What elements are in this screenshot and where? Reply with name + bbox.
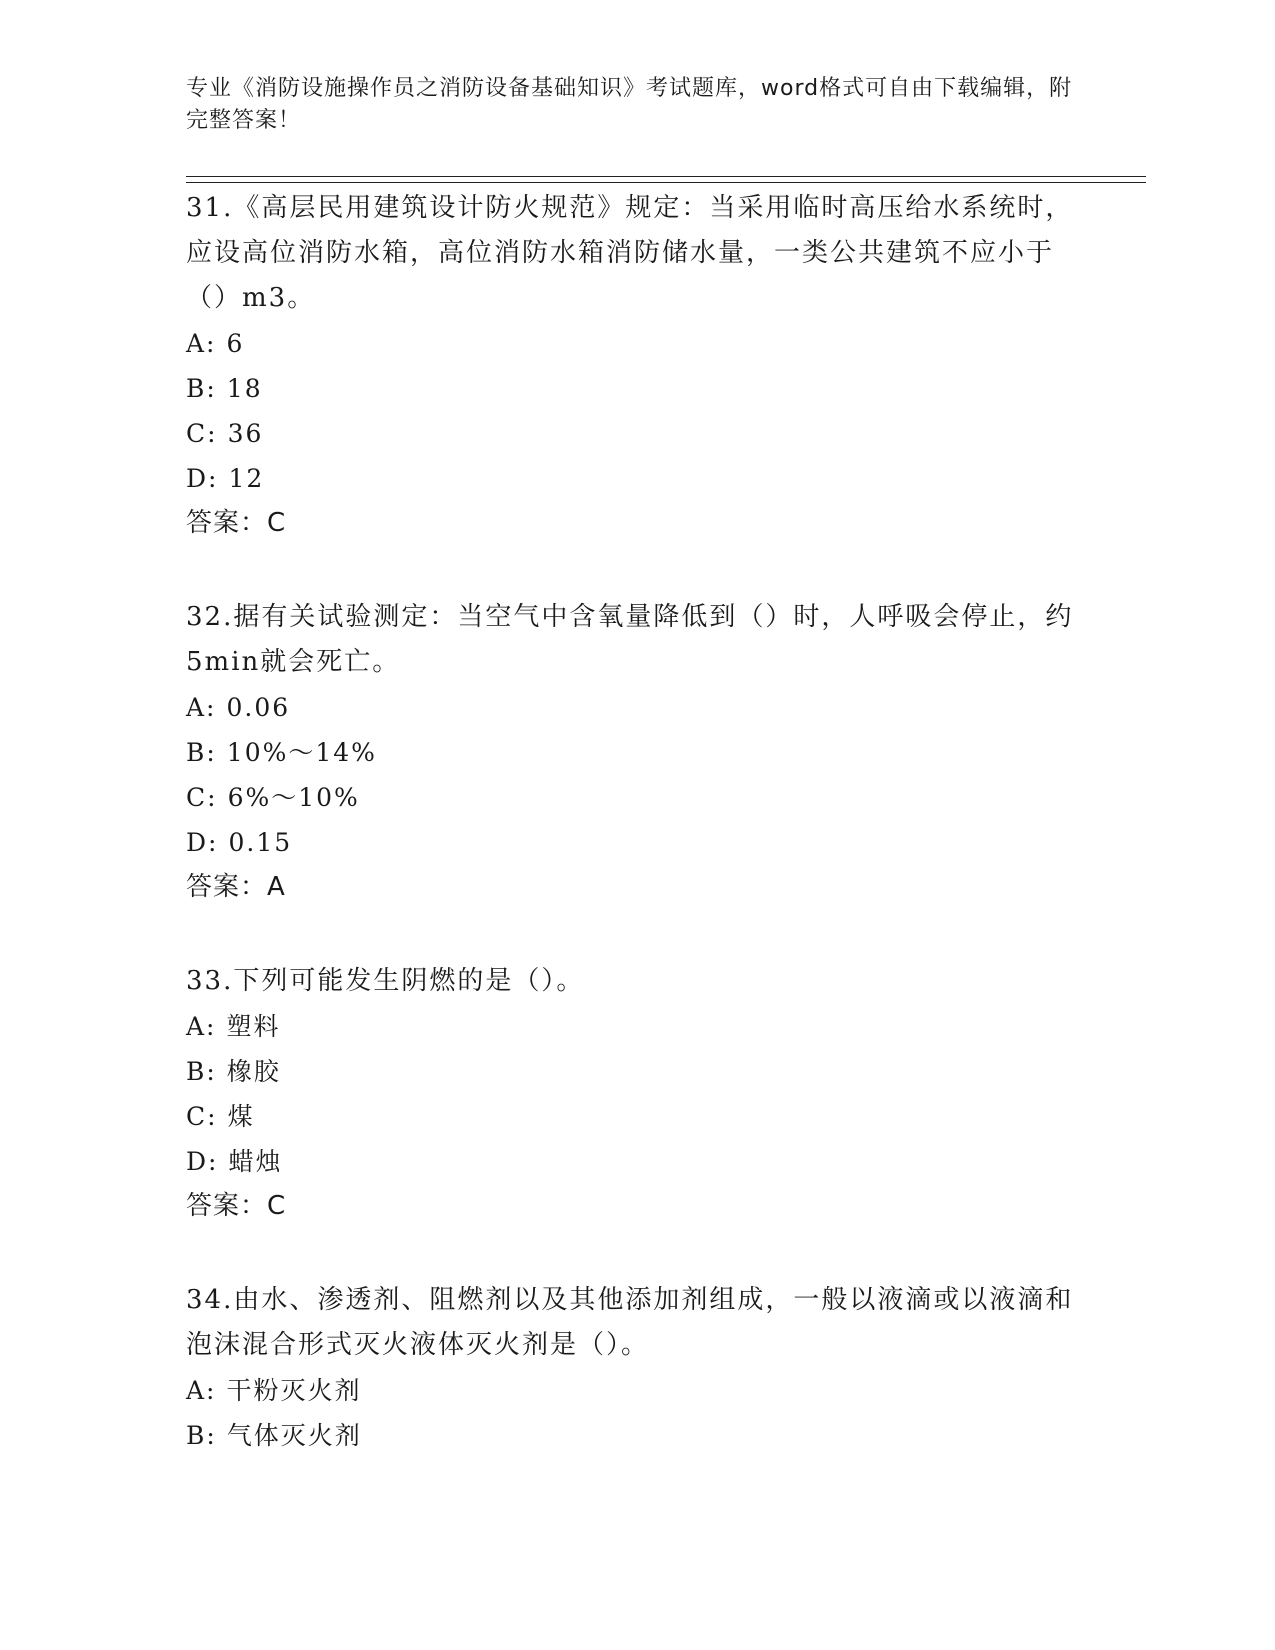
option-letter: B: [186, 1057, 217, 1086]
question-31 [186, 186, 1086, 546]
option-b [186, 366, 1086, 411]
option-text: 6%～10% [227, 783, 360, 812]
option-d [186, 456, 1086, 501]
option-text: 36 [227, 419, 264, 448]
option-c [186, 775, 1086, 820]
option-a [186, 685, 1086, 730]
option-text: 蜡烛 [228, 1147, 283, 1176]
option-d [186, 1139, 1086, 1184]
question-stem: 31.《高层民用建筑设计防火规范》规定：当采用临时高压给水系统时，应设高位消防水箱，高位消防水箱消防储水量，一类公共建筑不应小于（）m3。 [186, 193, 1074, 313]
option-letter: C: [186, 419, 218, 448]
option-letter: B: [186, 1421, 217, 1450]
question-spacer [186, 546, 1086, 595]
question-stem: 33.下列可能发生阴燃的是（）。 [186, 966, 585, 996]
option-c [186, 1094, 1086, 1139]
header-divider-bottom [186, 182, 1146, 183]
option-b [186, 730, 1086, 775]
option-b [186, 1049, 1086, 1094]
option-d [186, 820, 1086, 865]
option-c [186, 411, 1086, 456]
option-letter: D: [186, 464, 219, 493]
question-32 [186, 595, 1086, 910]
option-letter: B: [186, 738, 217, 767]
question-34 [186, 1278, 1086, 1458]
option-a [186, 321, 1086, 366]
option-letter: A: [186, 693, 217, 722]
header-divider-top [186, 176, 1146, 177]
answer-line: 答案：A [186, 872, 286, 902]
option-text: 气体灭火剂 [226, 1421, 362, 1450]
option-text: 干粉灭火剂 [226, 1376, 362, 1405]
option-text: 煤 [227, 1102, 255, 1131]
option-a [186, 1004, 1086, 1049]
question-spacer [186, 910, 1086, 959]
answer-line: 答案：C [186, 1191, 287, 1221]
option-letter: A: [186, 329, 217, 358]
question-list [186, 186, 1086, 1458]
option-letter: A: [186, 1376, 217, 1405]
option-text: 12 [228, 464, 265, 493]
option-letter: D: [186, 828, 219, 857]
option-text: 0.06 [226, 693, 291, 722]
option-a [186, 1368, 1086, 1413]
option-letter: A: [186, 1012, 217, 1041]
question-stem: 32.据有关试验测定：当空气中含氧量降低到（）时，人呼吸会停止，约5min就会死亡。 [186, 602, 1074, 677]
option-text: 6 [226, 329, 245, 358]
option-text: 18 [226, 374, 263, 403]
option-letter: D: [186, 1147, 219, 1176]
option-letter: C: [186, 783, 218, 812]
option-text: 0.15 [228, 828, 293, 857]
question-33 [186, 959, 1086, 1229]
question-stem: 34.由水、渗透剂、阻燃剂以及其他添加剂组成，一般以液滴或以液滴和泡沫混合形式灭火液体灭火剂是（）。 [186, 1285, 1074, 1360]
option-text: 10%～14% [226, 738, 377, 767]
answer-line: 答案：C [186, 508, 287, 538]
option-text: 塑料 [226, 1012, 281, 1041]
document-header: 专业《消防设施操作员之消防设备基础知识》考试题库，word格式可自由下载编辑，附完整答案！ [186, 76, 1073, 133]
option-b [186, 1413, 1086, 1458]
option-letter: B: [186, 374, 217, 403]
option-letter: C: [186, 1102, 218, 1131]
question-spacer [186, 1229, 1086, 1278]
option-text: 橡胶 [226, 1057, 281, 1086]
